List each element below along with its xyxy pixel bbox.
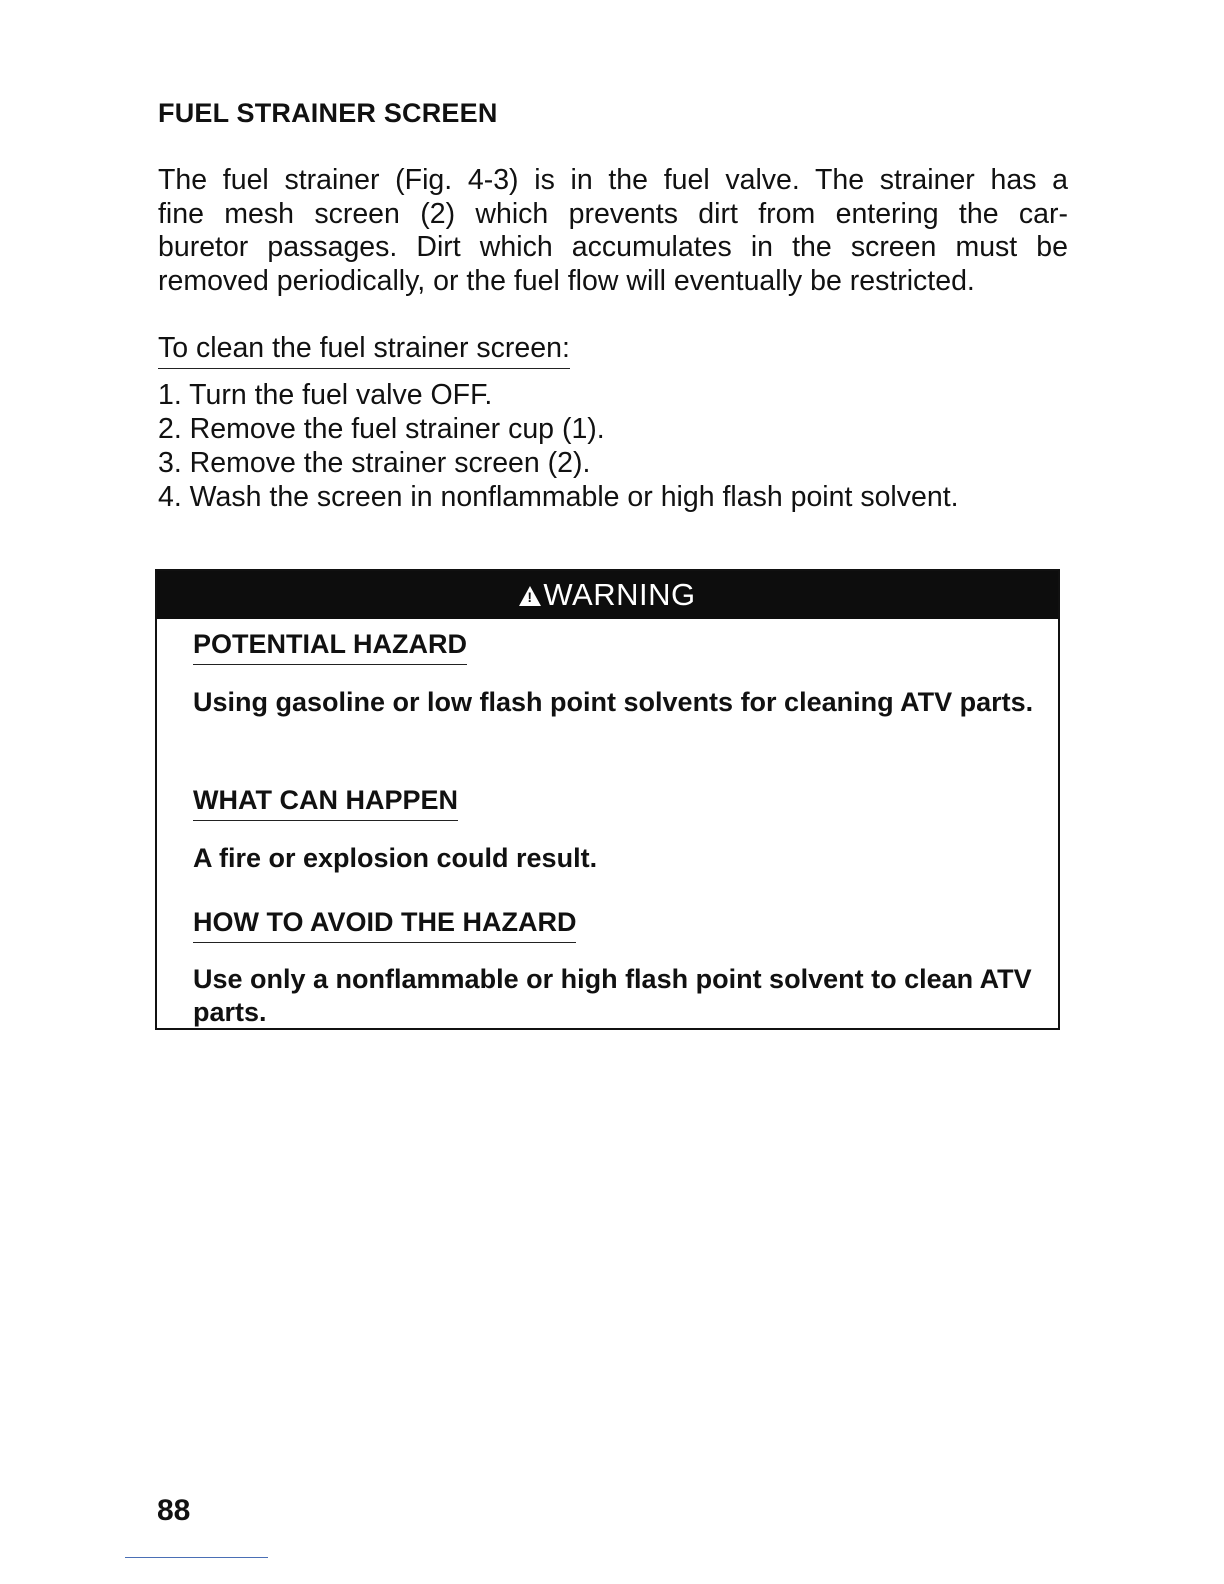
how-to-avoid-text: Use only a nonflammable or high flash point solvent to clean ATV parts. [193,964,1032,1027]
page-number: 88 [157,1494,191,1527]
what-can-happen-heading: WHAT CAN HAPPEN [193,785,458,821]
procedure-step: 4. Wash the screen in nonflammable or high flash point solvent. [158,481,959,513]
warning-box [155,569,1060,1030]
procedure-step: 1. Turn the fuel valve OFF. [158,379,493,411]
warning-triangle-icon [519,586,541,606]
potential-hazard-text: Using gasoline or low flash point solvents for cleaning ATV parts. [193,687,1034,717]
procedure-step: 2. Remove the fuel strainer cup (1). [158,413,605,445]
warning-header-label: WARNING [543,577,696,612]
intro-line: The fuel strainer (Fig. 4-3) is in the fuel valve. The strainer has a [158,164,1068,196]
potential-hazard-heading: POTENTIAL HAZARD [193,629,467,665]
section-title: FUEL STRAINER SCREEN [158,98,498,128]
footer-rule [125,1557,268,1558]
procedure-step: 3. Remove the strainer screen (2). [158,447,591,479]
intro-line: buretor passages. Dirt which accumulates in the screen must be [158,231,1068,263]
intro-line: removed periodically, or the fuel flow will eventually be restricted. [158,264,975,297]
warning-header [157,571,1058,619]
what-can-happen-text: A fire or explosion could result. [193,843,598,873]
procedure-steps [158,378,959,514]
procedure-heading: To clean the fuel strainer screen: [158,332,570,369]
intro-line: fine mesh screen (2) which prevents dirt from entering the car- [158,197,1068,230]
intro-paragraph [158,164,1068,298]
how-to-avoid-heading: HOW TO AVOID THE HAZARD [193,907,576,943]
